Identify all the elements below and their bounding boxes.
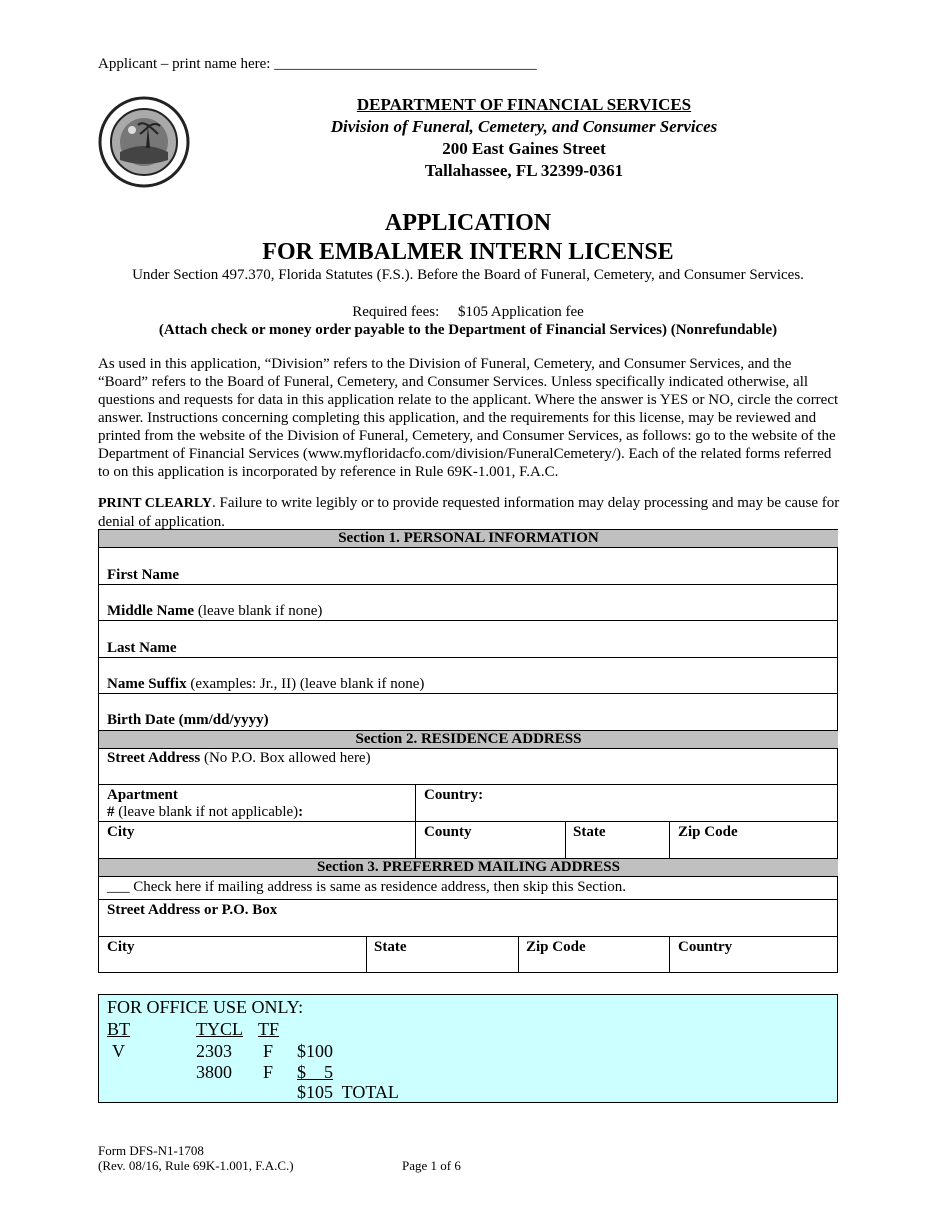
same-address-checkbox[interactable]: ___ Check here if mailing address is same as residence address, then skip this Section. (107, 879, 627, 895)
mailing-zip-field[interactable]: Zip Code (526, 939, 586, 955)
page-title (98, 209, 838, 267)
state-seal-icon (98, 96, 190, 188)
mailing-state-field[interactable]: State (374, 939, 407, 955)
divider (98, 748, 838, 749)
section1-heading: Section 1. PERSONAL INFORMATION (99, 530, 838, 547)
form-border-right (837, 529, 838, 973)
section2-heading: Section 2. RESIDENCE ADDRESS (99, 731, 838, 748)
fees-note: (Attach check or money order payable to the Department of Financial Services) (Nonrefundable) (158, 322, 778, 338)
section3-heading: Section 3. PREFERRED MAILING ADDRESS (99, 859, 838, 876)
fees-label: Required fees: (352, 304, 440, 320)
divider (98, 784, 838, 785)
county-field[interactable]: County (424, 824, 472, 840)
office-col-tf: TF (258, 1019, 280, 1039)
office-row2-tf: F (263, 1062, 274, 1082)
divider (98, 899, 838, 900)
name-suffix-field[interactable]: Name Suffix (examples: Jr., II) (leave blank if none) (107, 676, 425, 692)
office-row1-bt: V (112, 1041, 125, 1061)
residence-state-field[interactable]: State (573, 824, 606, 840)
office-row1-tycl: 2303 (196, 1041, 232, 1061)
office-row2-amount: $ 5 (297, 1062, 333, 1082)
title-line-2: FOR EMBALMER INTERN LICENSE (262, 239, 674, 265)
divider (98, 657, 838, 658)
residence-zip-field[interactable]: Zip Code (678, 824, 738, 840)
page-number: Page 1 of 6 (402, 1158, 461, 1173)
title-line-1: APPLICATION (384, 210, 552, 236)
middle-name-field[interactable]: Middle Name (leave blank if none) (107, 603, 323, 619)
birth-date-field[interactable]: Birth Date (mm/dd/yyyy) (107, 712, 269, 728)
divider (98, 620, 838, 621)
divider (98, 547, 838, 548)
required-fees (98, 304, 838, 321)
office-col-tycl: TYCL (196, 1019, 243, 1039)
office-row1-amount: $100 (297, 1041, 333, 1061)
office-use-heading: FOR OFFICE USE ONLY: (107, 997, 304, 1017)
fees-value: $105 Application fee (458, 304, 584, 320)
divider (98, 821, 838, 822)
city-address: Tallahassee, FL 32399-0361 (424, 161, 624, 180)
office-row1-tf: F (263, 1041, 274, 1061)
divider (98, 936, 838, 937)
form-number: Form DFS-N1-1708 (98, 1143, 204, 1158)
agency-header (280, 94, 768, 182)
divider (518, 936, 519, 973)
mailing-country-field[interactable]: Country (678, 939, 733, 955)
divider (565, 821, 566, 858)
divider (366, 936, 367, 973)
divider (669, 936, 670, 973)
last-name-field[interactable]: Last Name (107, 640, 177, 656)
division-name: Division of Funeral, Cemetery, and Consumer Services (330, 117, 718, 136)
country-field[interactable]: Country: (424, 787, 484, 803)
divider (98, 876, 838, 877)
mailing-city-field[interactable]: City (107, 939, 135, 955)
form-revision: (Rev. 08/16, Rule 69K-1.001, F.A.C.) (98, 1158, 294, 1173)
first-name-field[interactable]: First Name (107, 567, 180, 583)
divider (98, 972, 838, 973)
print-clearly-rest: . Failure to write legibly or to provide requested information may delay processing and may be cause for denial of application. (98, 495, 840, 530)
office-use-box (98, 994, 838, 1103)
department-name: DEPARTMENT OF FINANCIAL SERVICES (356, 95, 692, 114)
divider (98, 693, 838, 694)
print-clearly-bold: PRINT CLEARLY (98, 496, 212, 511)
divider (669, 821, 670, 858)
street-address: 200 East Gaines Street (442, 139, 606, 158)
form-border-left (98, 529, 99, 973)
apartment-field[interactable]: Apartment # (leave blank if not applicable): (107, 787, 304, 820)
intro-paragraph: As used in this application, “Division” refers to the Division of Funeral, Cemetery, and Consumer Services, and the “Board” refers to the Board of Funeral, Cemetery, and Consumer Services. Unless specifically indicated otherwise, all questions and requests for data in this application relate to the applicant. Where the answer is YES or NO, circle the correct answer. Instructions concerning completing this application, and the requirements for this license, may be reviewed and printed from the website of the Division of Funeral, Cemetery, and Consumer Services, as follows: go to the website of the Department of Financial Services (www.myfloridacfo.com/division/FuneralCemetery/). Each of the related forms referred to on this application is incorporated by reference in Rule 69K-1.001, F.A.C. (98, 356, 839, 480)
mailing-street-field[interactable]: Street Address or P.O. Box (107, 902, 278, 918)
residence-street-field[interactable]: Street Address (No P.O. Box allowed here) (107, 750, 371, 766)
office-row2-tycl: 3800 (196, 1062, 232, 1082)
office-total: $105 TOTAL (297, 1082, 399, 1102)
residence-city-field[interactable]: City (107, 824, 135, 840)
office-col-bt: BT (107, 1019, 131, 1039)
print-clearly-note (98, 494, 843, 531)
applicant-name-line[interactable]: Applicant – print name here: ___________________________________ (98, 56, 537, 72)
title-subtitle: Under Section 497.370, Florida Statutes (F.S.). Before the Board of Funeral, Cemetery, and Consumer Services. (132, 267, 804, 283)
divider (98, 584, 838, 585)
